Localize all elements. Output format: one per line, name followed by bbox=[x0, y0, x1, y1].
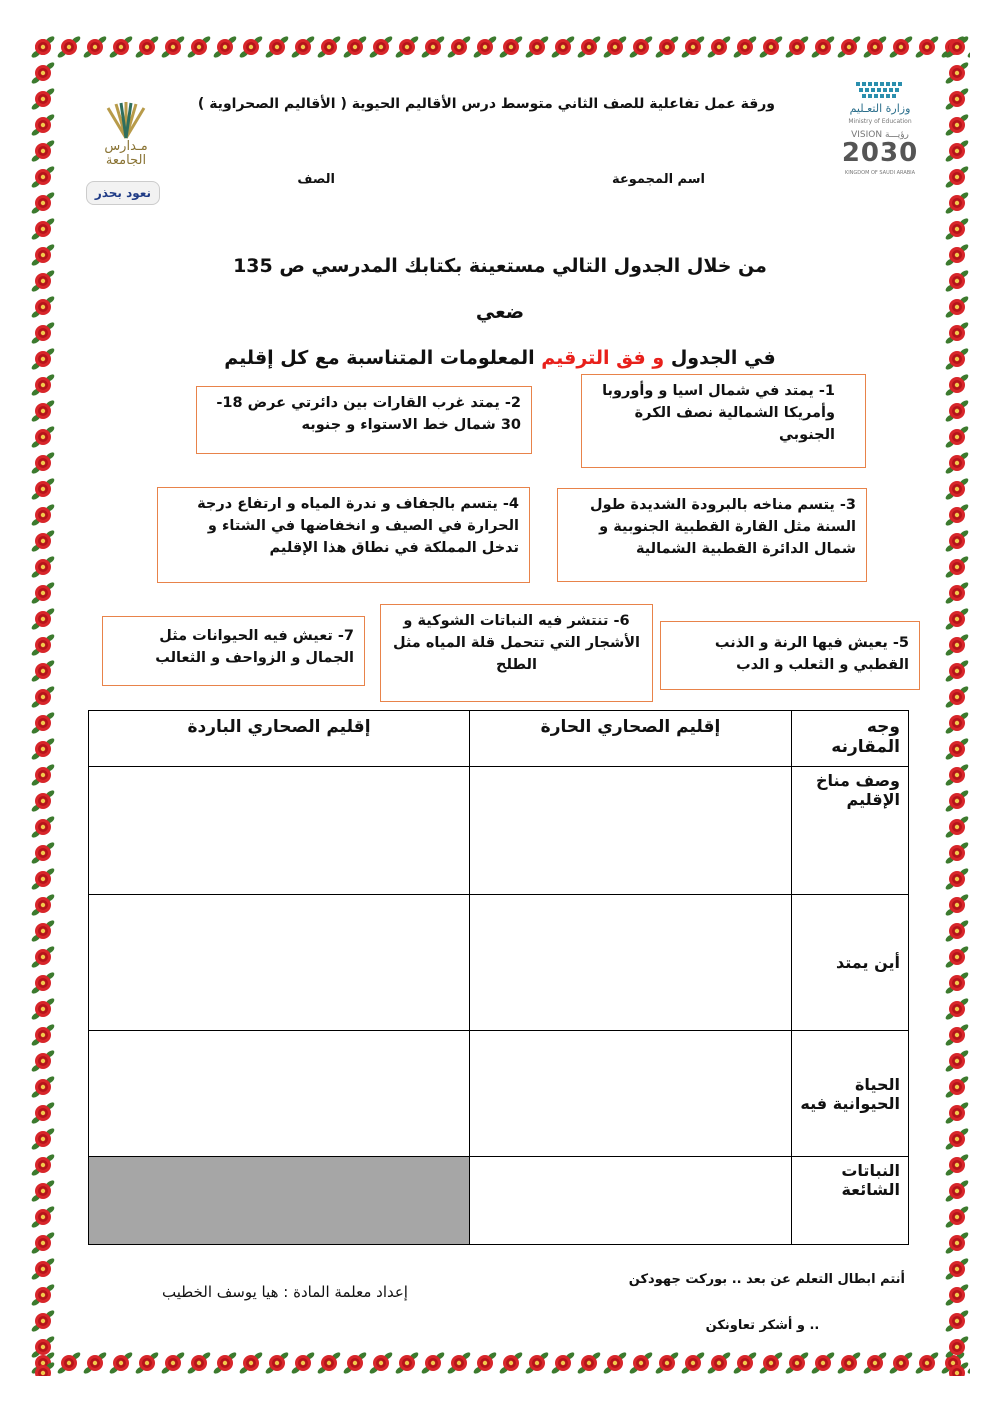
table-header-row bbox=[89, 711, 909, 767]
table-row bbox=[89, 767, 909, 895]
cell-cold-climate[interactable] bbox=[89, 767, 470, 895]
row-label-plants: النباتات الشائعة bbox=[792, 1157, 909, 1245]
thanks-line-1: أنتم ابطال التعلم عن بعد .. بوركت جهودكن bbox=[628, 1272, 905, 1287]
cell-hot-plants[interactable] bbox=[470, 1157, 792, 1245]
madaris-emblem-icon bbox=[86, 94, 166, 142]
ministry-subtitle: Ministry of Education bbox=[848, 118, 912, 125]
instruction-part-b: و فق الترقيم bbox=[541, 347, 665, 369]
flower-border-top bbox=[30, 34, 970, 60]
info-card-3[interactable]: 3- يتسم مناخه بالبرودة الشديدة طول السنة مثل القارة القطبية الجنوبية و شمال الدائرة القطبية الشمالية bbox=[557, 488, 867, 582]
info-card-6[interactable]: 6- تنتشر فيه النباتات الشوكية و الأشجار التي تتحمل قلة المياه مثل الطلح bbox=[380, 604, 653, 702]
cell-hot-climate[interactable] bbox=[470, 767, 792, 895]
madaris-name: مـدارس الجامعة bbox=[104, 139, 148, 168]
instruction-part-a: في الجدول bbox=[670, 347, 776, 369]
cell-hot-extent[interactable] bbox=[470, 895, 792, 1031]
table-row bbox=[89, 1157, 909, 1245]
comparison-table bbox=[88, 710, 909, 1245]
header-hot-deserts: إقليم الصحاري الحارة bbox=[470, 711, 792, 767]
table-row bbox=[89, 895, 909, 1031]
info-card-1[interactable]: 1- يمتد في شمال اسيا و وأوروبا وأمريكا الشمالية نصف الكرة الجنوبي bbox=[581, 374, 866, 468]
vision-subtitle: KINGDOM OF SAUDI ARABIA bbox=[844, 170, 916, 176]
info-card-4[interactable]: 4- يتسم بالجفاف و ندرة المياه و ارتفاع درجة الحرارة في الصيف و انخفاضها في الشتاء و تدخل المملكة في نطاق هذا الإقليم bbox=[157, 487, 530, 583]
ministry-logo bbox=[830, 80, 930, 190]
flower-border-right bbox=[944, 34, 970, 1376]
worksheet-title: ورقة عمل تفاعلية للصف الثاني متوسط درس الأقاليم الحيوية ( الأقاليم الصحراوية ) bbox=[197, 96, 775, 112]
instruction-line-1: من خلال الجدول التالي مستعينة بكتابك المدرسي ص 135 ضعي bbox=[233, 255, 767, 323]
naoud-logo bbox=[86, 181, 160, 205]
instruction bbox=[215, 243, 785, 381]
prepared-by: إعداد معلمة المادة : هيا يوسف الخطيب bbox=[162, 1283, 408, 1301]
ministry-name: وزارة التعـليم bbox=[849, 102, 911, 115]
vision-label: VISION رؤيـــة bbox=[851, 130, 909, 140]
info-card-2[interactable]: 2- يمتد غرب القارات بين دائرتي عرض 18-30 شمال خط الاستواء و جنوبه bbox=[196, 386, 532, 454]
cell-cold-extent[interactable] bbox=[89, 895, 470, 1031]
header-comparison-aspect: وجه المقارنه bbox=[792, 711, 909, 767]
flower-border-bottom bbox=[30, 1350, 970, 1376]
table-row bbox=[89, 1031, 909, 1157]
group-name-label: اسم المجموعة bbox=[611, 172, 705, 187]
thanks-line-2: .. و أشكر تعاونكن bbox=[705, 1318, 820, 1333]
naoud-text: نعود بحذر bbox=[86, 181, 160, 205]
info-card-7[interactable]: 7- تعيش فيه الحيوانات مثل الجمال و الزواحف و الثعالب bbox=[102, 616, 365, 686]
class-label: الصف bbox=[297, 172, 335, 187]
vision-year: 2030 bbox=[841, 138, 919, 168]
info-card-5[interactable]: 5- يعيش فيها الرنة و الذنب القطبي و الثعلب و الدب bbox=[660, 621, 920, 690]
cell-cold-plants-shaded bbox=[89, 1157, 470, 1245]
row-label-extent: أين يمتد bbox=[792, 895, 909, 1031]
ministry-emblem-icon bbox=[830, 80, 930, 102]
row-label-animals: الحياة الحيوانية فيه bbox=[792, 1031, 909, 1157]
row-label-climate: وصف مناخ الإقليم bbox=[792, 767, 909, 895]
flower-border-left bbox=[30, 34, 56, 1376]
header-cold-deserts: إقليم الصحاري الباردة bbox=[89, 711, 470, 767]
cell-hot-animals[interactable] bbox=[470, 1031, 792, 1157]
madaris-logo bbox=[86, 94, 166, 174]
instruction-part-c: المعلومات المتناسبة مع كل إقليم bbox=[224, 347, 535, 369]
cell-cold-animals[interactable] bbox=[89, 1031, 470, 1157]
